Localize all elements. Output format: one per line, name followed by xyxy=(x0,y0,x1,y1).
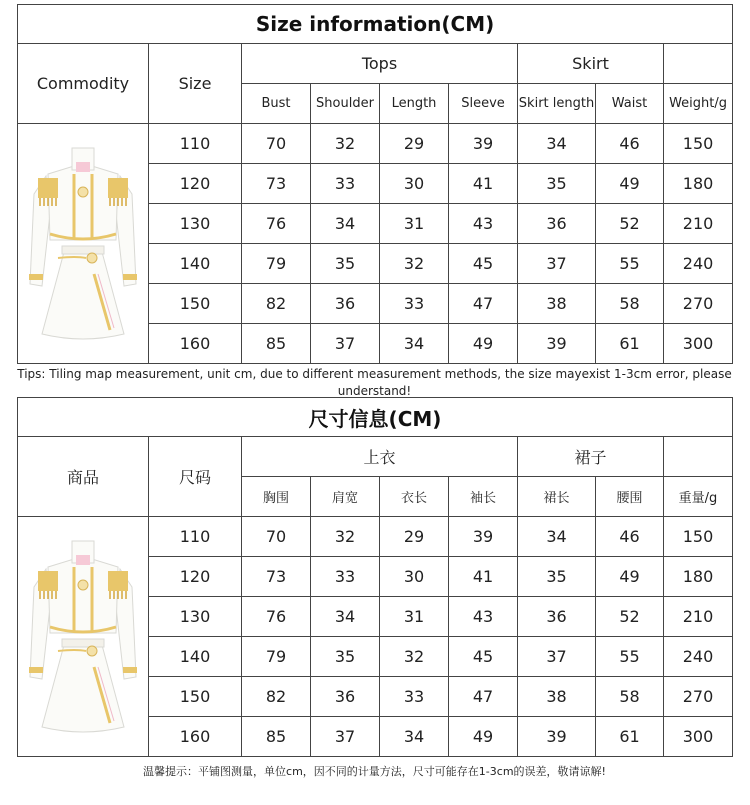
waist-cell: 58 xyxy=(596,677,664,717)
garment-photo xyxy=(24,134,142,354)
bust-cell: 85 xyxy=(242,717,311,757)
skirt-length-cell: 34 xyxy=(518,124,596,164)
skirt-length-cell: 39 xyxy=(518,324,596,364)
skirt-length-cell: 36 xyxy=(518,204,596,244)
shoulder-cell: 36 xyxy=(311,677,380,717)
size-cell: 150 xyxy=(149,284,242,324)
skirt-length-cell: 37 xyxy=(518,637,596,677)
bust-cell: 79 xyxy=(242,637,311,677)
size-cell: 140 xyxy=(149,244,242,284)
waist-cell: 49 xyxy=(596,164,664,204)
table-title: 尺寸信息(CM) xyxy=(18,398,733,437)
skirt-length-cell: 38 xyxy=(518,677,596,717)
bust-cell: 82 xyxy=(242,677,311,717)
sleeve-cell: 39 xyxy=(449,124,518,164)
weight-cell: 180 xyxy=(664,557,733,597)
col-header-length: 衣长 xyxy=(380,477,449,517)
tops-header: Tops xyxy=(242,44,518,84)
weight-cell: 210 xyxy=(664,597,733,637)
waist-cell: 55 xyxy=(596,244,664,284)
table-title: Size information(CM) xyxy=(18,5,733,44)
shoulder-cell: 33 xyxy=(311,164,380,204)
skirt-length-cell: 35 xyxy=(518,164,596,204)
waist-cell: 61 xyxy=(596,324,664,364)
sleeve-cell: 41 xyxy=(449,164,518,204)
size-cell: 150 xyxy=(149,677,242,717)
bust-cell: 73 xyxy=(242,557,311,597)
shoulder-cell: 35 xyxy=(311,637,380,677)
shoulder-cell: 34 xyxy=(311,597,380,637)
length-cell: 31 xyxy=(380,204,449,244)
length-cell: 30 xyxy=(380,164,449,204)
tops-header: 上衣 xyxy=(242,437,518,477)
size-cell: 130 xyxy=(149,204,242,244)
skirt-length-cell: 37 xyxy=(518,244,596,284)
size-cell: 120 xyxy=(149,164,242,204)
shoulder-cell: 37 xyxy=(311,717,380,757)
shoulder-cell: 37 xyxy=(311,324,380,364)
skirt-length-cell: 36 xyxy=(518,597,596,637)
weight-cell: 210 xyxy=(664,204,733,244)
length-cell: 34 xyxy=(380,717,449,757)
length-cell: 33 xyxy=(380,284,449,324)
shoulder-cell: 36 xyxy=(311,284,380,324)
bust-cell: 70 xyxy=(242,517,311,557)
length-cell: 32 xyxy=(380,244,449,284)
length-cell: 31 xyxy=(380,597,449,637)
waist-cell: 58 xyxy=(596,284,664,324)
sleeve-cell: 49 xyxy=(449,717,518,757)
skirt-header: Skirt xyxy=(518,44,664,84)
sleeve-cell: 49 xyxy=(449,324,518,364)
shoulder-cell: 35 xyxy=(311,244,380,284)
skirt-length-cell: 39 xyxy=(518,717,596,757)
size-cell: 160 xyxy=(149,324,242,364)
shoulder-cell: 33 xyxy=(311,557,380,597)
sleeve-cell: 43 xyxy=(449,204,518,244)
col-header-waist: 腰围 xyxy=(596,477,664,517)
col-header-shoulder: 肩宽 xyxy=(311,477,380,517)
size-cell: 140 xyxy=(149,637,242,677)
bust-cell: 76 xyxy=(242,597,311,637)
tips-note-en: Tips: Tiling map measurement, unit cm, due to different measurement methods, the size mayexist 1-3cm error, please understand! xyxy=(17,367,732,398)
col-header-sleeve: 袖长 xyxy=(449,477,518,517)
sleeve-cell: 47 xyxy=(449,284,518,324)
skirt-length-cell: 34 xyxy=(518,517,596,557)
waist-cell: 46 xyxy=(596,517,664,557)
col-header-bust: 胸围 xyxy=(242,477,311,517)
size-cell: 120 xyxy=(149,557,242,597)
garment-photo xyxy=(24,527,142,747)
col-header-skirt-length: 裙长 xyxy=(518,477,596,517)
col-header-waist: Waist xyxy=(596,84,664,124)
table-row xyxy=(18,517,733,557)
waist-cell: 46 xyxy=(596,124,664,164)
weight-cell: 240 xyxy=(664,244,733,284)
commodity-image-cell xyxy=(18,517,149,757)
waist-cell: 49 xyxy=(596,557,664,597)
size-header: 尺码 xyxy=(149,437,242,517)
size-cell: 110 xyxy=(149,124,242,164)
weight-cell: 180 xyxy=(664,164,733,204)
sleeve-cell: 45 xyxy=(449,637,518,677)
commodity-image-cell xyxy=(18,124,149,364)
size-header: Size xyxy=(149,44,242,124)
length-cell: 33 xyxy=(380,677,449,717)
commodity-header: Commodity xyxy=(18,44,149,124)
sleeve-cell: 45 xyxy=(449,244,518,284)
size-table-cn xyxy=(17,397,733,757)
col-header-length: Length xyxy=(380,84,449,124)
weight-cell: 270 xyxy=(664,677,733,717)
empty-header-cell xyxy=(664,437,733,477)
bust-cell: 73 xyxy=(242,164,311,204)
size-cell: 130 xyxy=(149,597,242,637)
col-header-shoulder: Shoulder xyxy=(311,84,380,124)
waist-cell: 55 xyxy=(596,637,664,677)
col-header-sleeve: Sleeve xyxy=(449,84,518,124)
table-row xyxy=(18,124,733,164)
weight-cell: 240 xyxy=(664,637,733,677)
col-header-weight: Weight/g xyxy=(664,84,733,124)
col-header-bust: Bust xyxy=(242,84,311,124)
skirt-header: 裙子 xyxy=(518,437,664,477)
size-cell: 160 xyxy=(149,717,242,757)
waist-cell: 52 xyxy=(596,204,664,244)
col-header-weight: 重量/g xyxy=(664,477,733,517)
shoulder-cell: 32 xyxy=(311,124,380,164)
length-cell: 29 xyxy=(380,517,449,557)
sleeve-cell: 43 xyxy=(449,597,518,637)
skirt-length-cell: 38 xyxy=(518,284,596,324)
length-cell: 34 xyxy=(380,324,449,364)
length-cell: 32 xyxy=(380,637,449,677)
commodity-header: 商品 xyxy=(18,437,149,517)
tips-note-cn: 温馨提示：平铺图测量，单位cm，因不同的计量方法，尺寸可能存在1-3cm的误差，敬请谅解! xyxy=(143,765,606,778)
weight-cell: 300 xyxy=(664,717,733,757)
bust-cell: 82 xyxy=(242,284,311,324)
weight-cell: 150 xyxy=(664,124,733,164)
empty-header-cell xyxy=(664,44,733,84)
size-table-en xyxy=(17,4,733,364)
col-header-skirt-length: Skirt length xyxy=(518,84,596,124)
bust-cell: 85 xyxy=(242,324,311,364)
waist-cell: 61 xyxy=(596,717,664,757)
bust-cell: 76 xyxy=(242,204,311,244)
sleeve-cell: 41 xyxy=(449,557,518,597)
weight-cell: 270 xyxy=(664,284,733,324)
weight-cell: 300 xyxy=(664,324,733,364)
bust-cell: 79 xyxy=(242,244,311,284)
sleeve-cell: 47 xyxy=(449,677,518,717)
bust-cell: 70 xyxy=(242,124,311,164)
waist-cell: 52 xyxy=(596,597,664,637)
size-cell: 110 xyxy=(149,517,242,557)
shoulder-cell: 32 xyxy=(311,517,380,557)
shoulder-cell: 34 xyxy=(311,204,380,244)
skirt-length-cell: 35 xyxy=(518,557,596,597)
weight-cell: 150 xyxy=(664,517,733,557)
length-cell: 30 xyxy=(380,557,449,597)
sleeve-cell: 39 xyxy=(449,517,518,557)
length-cell: 29 xyxy=(380,124,449,164)
